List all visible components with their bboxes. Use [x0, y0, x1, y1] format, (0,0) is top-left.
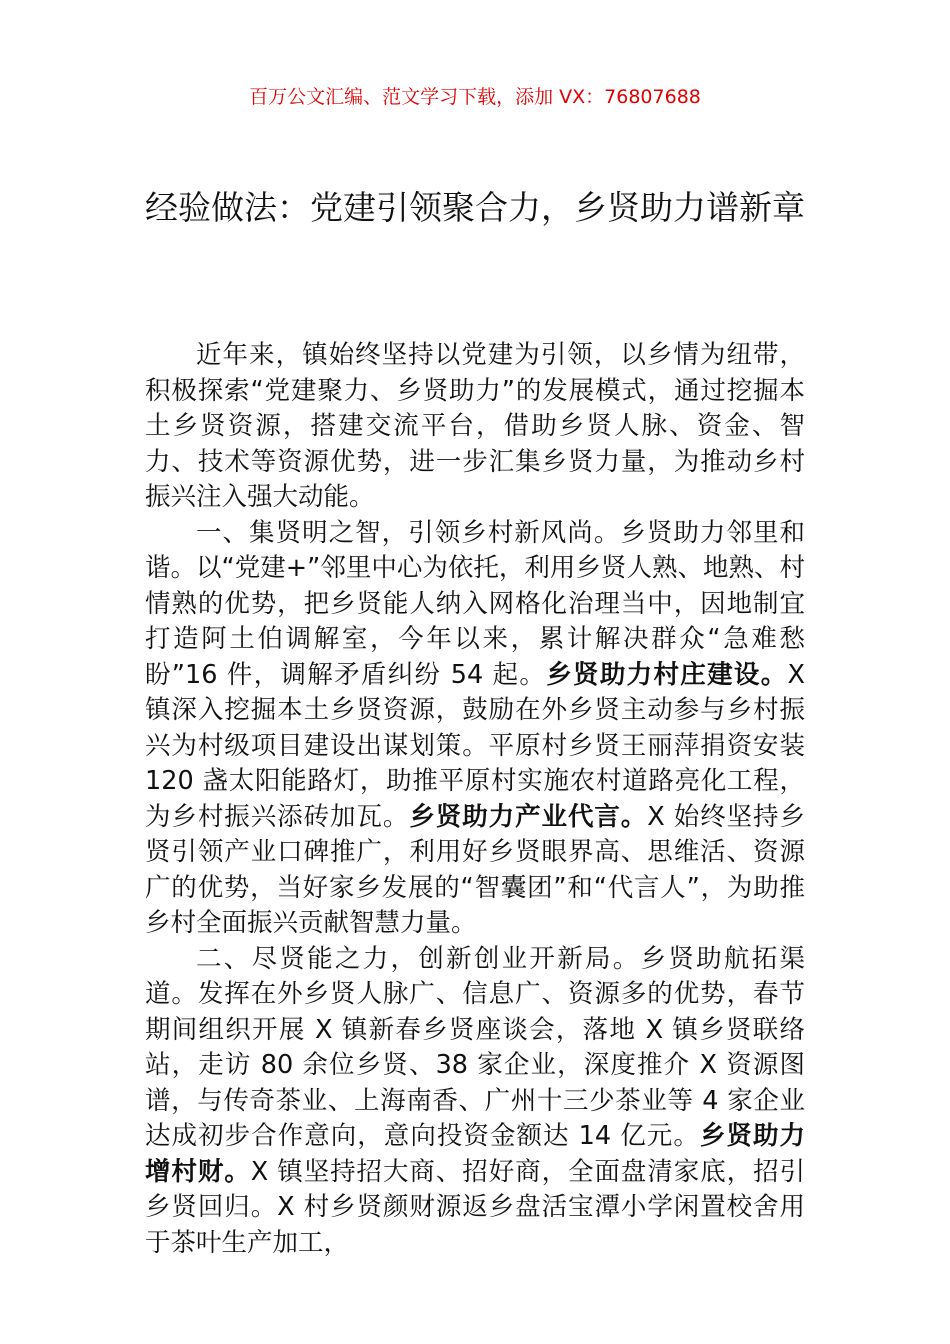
bold-heading: 乡贤助力产业代言。	[409, 801, 648, 832]
header-note: 百万公文汇编、范文学习下载，添加 VX：76807688	[249, 86, 701, 108]
document-body	[145, 338, 805, 1261]
paragraph-text: X 镇深入挖掘本土乡贤资源，鼓励在外乡贤主动参与乡村振兴为村级项目建设出谋划策。平原村乡贤王丽萍捐资安装 120 盏太阳能路灯，助推平原村实施农村道路亮化工程，为乡村振兴添砖加瓦。	[145, 659, 805, 832]
paragraph-text: X 始终坚持乡贤引领产业口碑推广，利用好乡贤眼界高、思维活、资源广的优势，当好家乡发展的“智囊团”和“代言人”，为助推乡村全面振兴贡献智慧力量。	[145, 801, 805, 938]
bold-heading: 乡贤助力村庄建设。	[546, 659, 788, 690]
paragraph-intro	[145, 338, 805, 516]
paragraph-text: 一、集贤明之智，引领乡村新风尚。乡贤助力邻里和谐。以“党建+”邻里中心为依托，利用乡贤人熟、地熟、村情熟的优势，把乡贤能人纳入网格化治理当中，因地制宜打造阿土伯调解室，今年以来，累计解决群众“急难愁盼”16 件，调解矛盾纠纷 54 起。	[145, 517, 805, 690]
bold-heading: 乡贤助力增村财。	[145, 1121, 805, 1187]
paragraph-text: X 镇坚持招大商、招好商，全面盘清家底，招引乡贤回归。X 村乡贤颜财源返乡盘活宝潭小学闲置校舍用于茶叶生产加工，	[145, 1156, 805, 1258]
document-title: 经验做法：党建引领聚合力，乡贤助力谱新章	[145, 188, 805, 227]
paragraph-text: 近年来，镇始终坚持以党建为引领，以乡情为纽带，积极探索“党建聚力、乡贤助力”的发展模式，通过挖掘本土乡贤资源，搭建交流平台，借助乡贤人脉、资金、智力、技术等资源优势，进一步汇集乡贤力量，为推动乡村振兴注入强大动能。	[145, 340, 805, 512]
paragraph-text: 二、尽贤能之力，创新创业开新局。乡贤助航拓渠道。发挥在外乡贤人脉广、信息广、资源多的优势，春节期间组织开展 X 镇新春乡贤座谈会，落地 X 镇乡贤联络站，走访 80 余位乡贤、38 家企业，深度推介 X 资源图谱，与传奇茶业、上海南香、广州十三少茶业等 4 家企业达成初步合作意向，意向投资金额达 14 亿元。	[145, 943, 805, 1151]
paragraph-section-1	[145, 516, 805, 942]
paragraph-section-2	[145, 942, 805, 1262]
